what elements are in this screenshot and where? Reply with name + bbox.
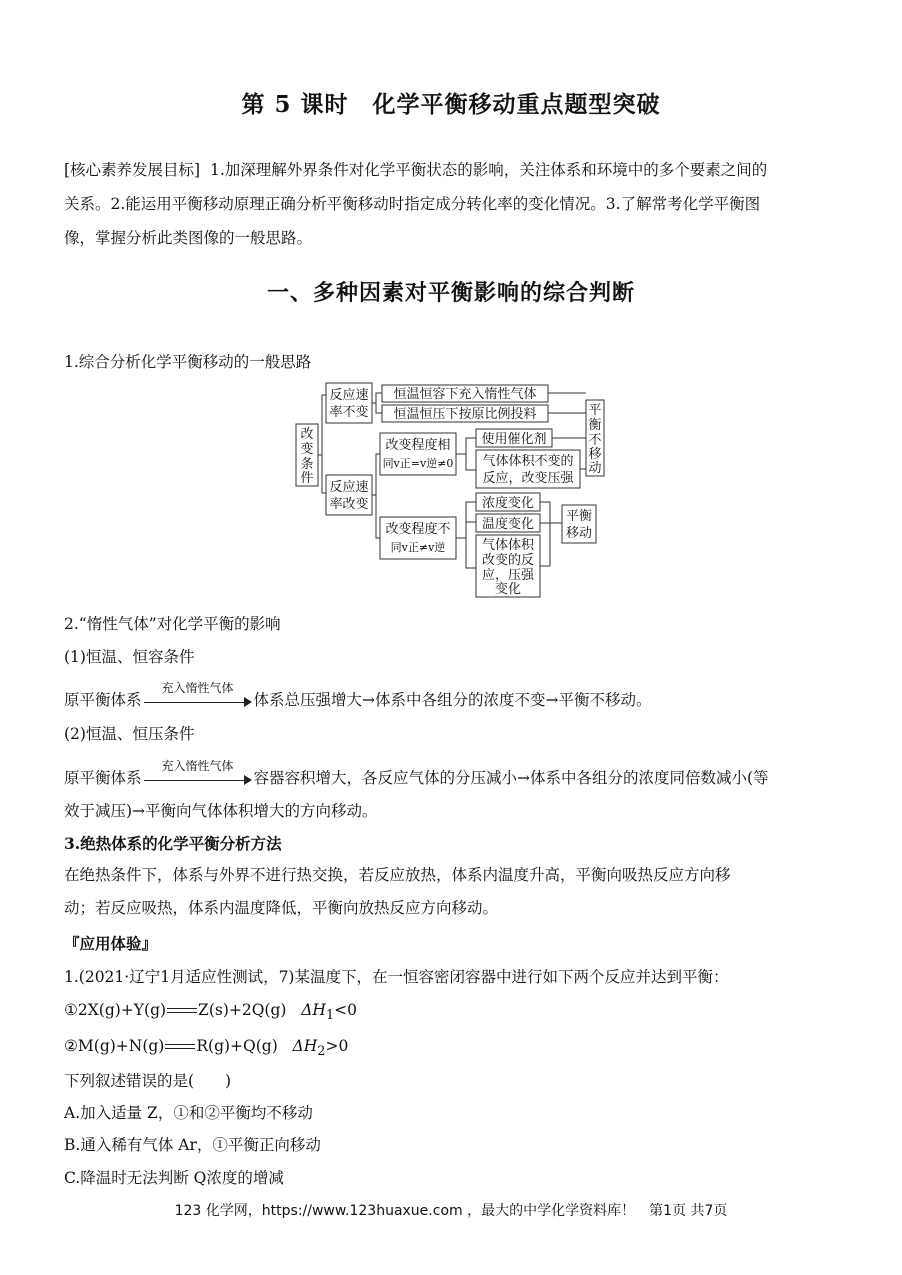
inert1-text: 恒温恒容下充入惰性气体 [393, 387, 537, 402]
arrow-label: 充入惰性气体 [161, 681, 234, 695]
same-degree-l1: 改变程度相 [385, 438, 451, 453]
rx1-left: ①2X(g)+Y(g) [64, 1001, 167, 1019]
rx2-dh: ΔH [292, 1037, 318, 1055]
rx2-sub: 2 [317, 1044, 326, 1060]
practice-heading: 『应用体验』 [64, 934, 158, 953]
diff-degree-l2: 同v正≠v逆 [390, 541, 446, 554]
goals-line1: 1.加深理解外界条件对化学平衡状态的影响，关注体系和环境中的多个要素之间的 [209, 161, 768, 179]
rate-same-l2: 率不变 [329, 405, 369, 420]
s2-case2-start: 原平衡体系 [64, 769, 142, 787]
goals-line2: 关系。2.能运用平衡移动原理正确分析平衡移动时指定成分转化率的变化情况。3.了解常考化学平衡图 [64, 195, 761, 213]
rx1-right: Z(s)+2Q(g) [198, 1001, 287, 1019]
rx1-sub: 1 [325, 1008, 335, 1024]
page-footer: 123 化学网，https://www.123huaxue.com ，最大的中学化学资料库！ 第1页 共7页 [174, 1203, 728, 1219]
conc-text: 浓度变化 [481, 496, 535, 511]
option-c: C.降温时无法判断 Q浓度的增减 [64, 1169, 284, 1187]
rate-change-l2: 率改变 [329, 497, 369, 512]
rate-change-l1: 反应速 [329, 480, 369, 495]
arrow-charge-inert-2 [144, 759, 252, 787]
s2-case2-rest2: 效于减压)→平衡向气体体积增大的方向移动。 [64, 802, 378, 820]
no-shift-c3: 不 [588, 433, 602, 448]
temp-text: 温度变化 [481, 517, 535, 532]
root-c3: 条 [300, 457, 314, 472]
s2-case1: (1)恒温、恒容条件 [64, 648, 195, 666]
s2-case1-start: 原平衡体系 [64, 691, 142, 709]
diff-degree-l1: 改变程度不 [385, 522, 451, 537]
inert2-text: 恒温恒压下按原比例投料 [393, 407, 537, 422]
no-shift-c2: 衡 [588, 418, 602, 433]
vol-changed-l2: 改变的反 [481, 553, 535, 568]
vol-unchanged-l1: 气体体积不变的 [482, 454, 574, 469]
s2-case1-line [64, 681, 652, 710]
vol-unchanged-l2: 反应，改变压强 [482, 471, 574, 486]
s2-case2: (2)恒温、恒压条件 [64, 725, 195, 743]
same-degree-l2: 同v正=v逆≠0 [382, 457, 454, 470]
option-b: B.通入稀有气体 Ar，①平衡正向移动 [64, 1136, 321, 1154]
vol-changed-l3: 应，压强 [481, 568, 535, 583]
goals-line3: 像，掌握分析此类图像的一般思路。 [64, 229, 313, 247]
equilibrium-arrow-icon [165, 1042, 195, 1052]
arrow-charge-inert [144, 681, 252, 709]
s1-heading: 1.综合分析化学平衡移动的一般思路 [64, 353, 312, 371]
vol-changed-l4: 变化 [494, 582, 522, 597]
catalyst-text: 使用催化剂 [481, 432, 547, 447]
root-c2: 变 [300, 442, 314, 457]
arrow-label-2: 充入惰性气体 [161, 759, 234, 773]
goals-tag: [核心素养发展目标] [64, 161, 201, 179]
q1-stem: 1.(2021·辽宁1月适应性测试，7)某温度下，在一恒容密闭容器中进行如下两个反应并达到平衡： [64, 968, 729, 986]
s2-case2-line [64, 759, 769, 788]
vol-changed-l1: 气体体积 [481, 538, 535, 553]
s3-line2: 动；若反应吸热，体系内温度降低，平衡向放热反应方向移动。 [64, 899, 499, 917]
equilibrium-arrow-icon [167, 1006, 197, 1016]
no-shift-c1: 平 [588, 403, 602, 418]
rx1-sign: <0 [334, 1001, 358, 1019]
section-heading-1: 一、多种因素对平衡影响的综合判断 [266, 280, 635, 306]
rx1-dh: ΔH [301, 1001, 326, 1019]
rx2-left: ②M(g)+N(g) [64, 1037, 165, 1055]
s3-line1: 在绝热条件下，体系与外界不进行热交换，若反应放热，体系内温度升高，平衡向吸热反应方向移 [64, 866, 731, 884]
rx2-sign: >0 [325, 1037, 349, 1055]
q1-ask: 下列叙述错误的是( ) [64, 1072, 232, 1090]
s2-heading: 2.“惰性气体”对化学平衡的影响 [64, 615, 281, 633]
no-shift-c5: 动 [588, 461, 602, 476]
reaction-2 [64, 1037, 348, 1059]
root-c4: 件 [300, 471, 314, 486]
page-title: 第 5 课时 化学平衡移动重点题型突破 [241, 91, 661, 118]
core-goals [64, 153, 834, 255]
s3-heading: 3.绝热体系的化学平衡分析方法 [64, 834, 282, 853]
root-c1: 改 [300, 427, 314, 442]
reaction-1 [64, 1001, 357, 1023]
s2-case2-rest: 容器容积增大，各反应气体的分压减小→体系中各组分的浓度同倍数减小(等 [253, 769, 769, 787]
shift-l2: 移动 [565, 526, 593, 541]
no-shift-c4: 移 [588, 447, 602, 462]
shift-l1: 平衡 [565, 509, 593, 524]
rate-same-l1: 反应速 [329, 388, 369, 403]
option-a: A.加入适量 Z，①和②平衡均不移动 [64, 1104, 313, 1122]
thinking-flow-diagram [290, 378, 610, 600]
s2-case1-rest: 体系总压强增大→体系中各组分的浓度不变→平衡不移动。 [253, 691, 652, 709]
rx2-right: R(g)+Q(g) [196, 1037, 278, 1055]
